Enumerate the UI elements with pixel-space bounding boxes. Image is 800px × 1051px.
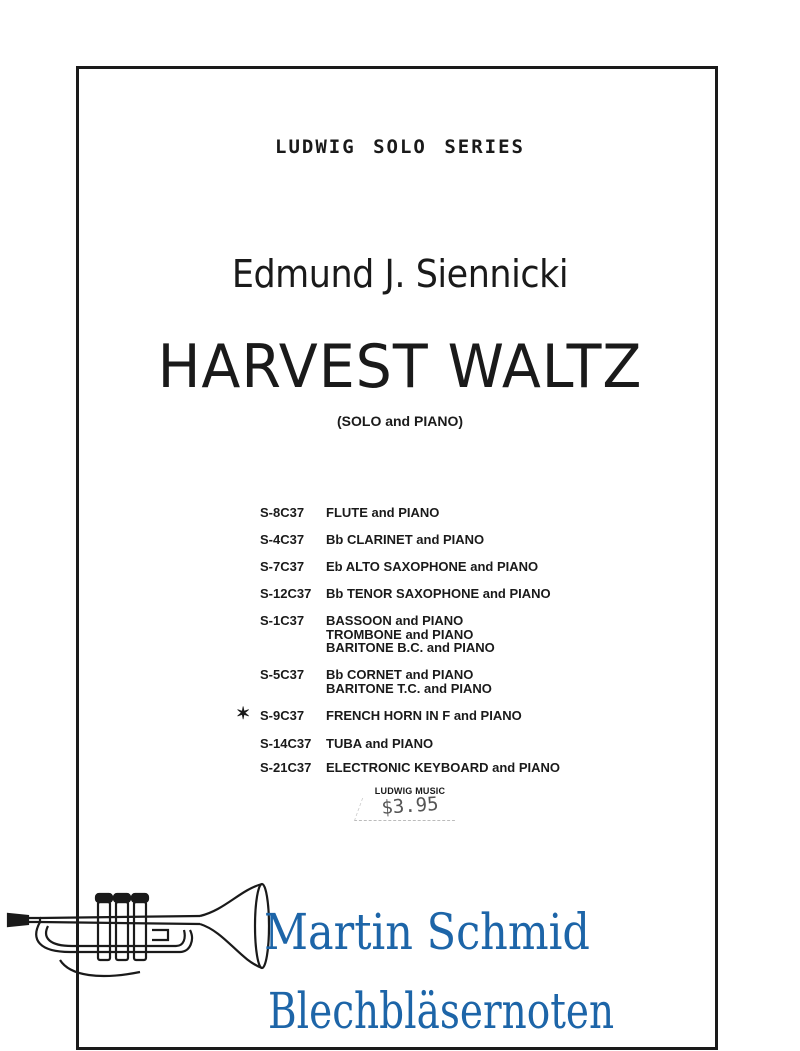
catalog-desc: TROMBONE and PIANO: [326, 626, 474, 642]
catalog-code: S-4C37: [260, 532, 305, 547]
catalog-desc: Bb TENOR SAXOPHONE and PIANO: [326, 586, 551, 601]
piece-subtitle: (SOLO and PIANO): [337, 413, 463, 429]
catalog-desc: ELECTRONIC KEYBOARD and PIANO: [326, 760, 561, 775]
price-value: $3.95: [380, 793, 440, 819]
catalog-code: S-1C37: [260, 613, 305, 628]
dealer-name: Martin Schmid: [264, 903, 590, 961]
catalog-code: S-14C37: [260, 736, 312, 751]
price-label: LUDWIG MUSIC: [374, 786, 446, 796]
catalog-code: S-12C37: [260, 586, 312, 601]
catalog-desc: FRENCH HORN IN F and PIANO: [326, 708, 522, 723]
star-marker-icon: ✶: [236, 704, 251, 723]
price-sticker: [370, 786, 450, 817]
catalog-code: S-5C37: [260, 667, 305, 682]
dealer-tagline: Blechbläsernoten: [268, 982, 615, 1040]
piece-title: HARVEST WALTZ: [157, 332, 643, 402]
catalog-desc: Eb ALTO SAXOPHONE and PIANO: [326, 559, 539, 574]
catalog-desc: TUBA and PIANO: [326, 736, 434, 751]
catalog-desc: FLUTE and PIANO: [326, 505, 440, 520]
catalog-desc: BARITONE T.C. and PIANO: [326, 680, 492, 696]
catalog-desc: BARITONE B.C. and PIANO: [326, 640, 495, 655]
catalog-desc: Bb CLARINET and PIANO: [326, 532, 485, 547]
catalog-code: S-9C37: [260, 708, 305, 723]
catalog-code: S-8C37: [260, 505, 305, 520]
catalog-desc: Bb CORNET and PIANO: [326, 667, 474, 682]
catalog-desc: BASSOON and PIANO: [326, 613, 464, 628]
catalog-code: S-21C37: [260, 760, 312, 775]
series-title: LUDWIG SOLO SERIES: [275, 136, 525, 158]
catalog-code: S-7C37: [260, 559, 305, 574]
trumpet-icon: [0, 880, 270, 1010]
composer-name: Edmund J. Siennicki: [231, 252, 569, 296]
